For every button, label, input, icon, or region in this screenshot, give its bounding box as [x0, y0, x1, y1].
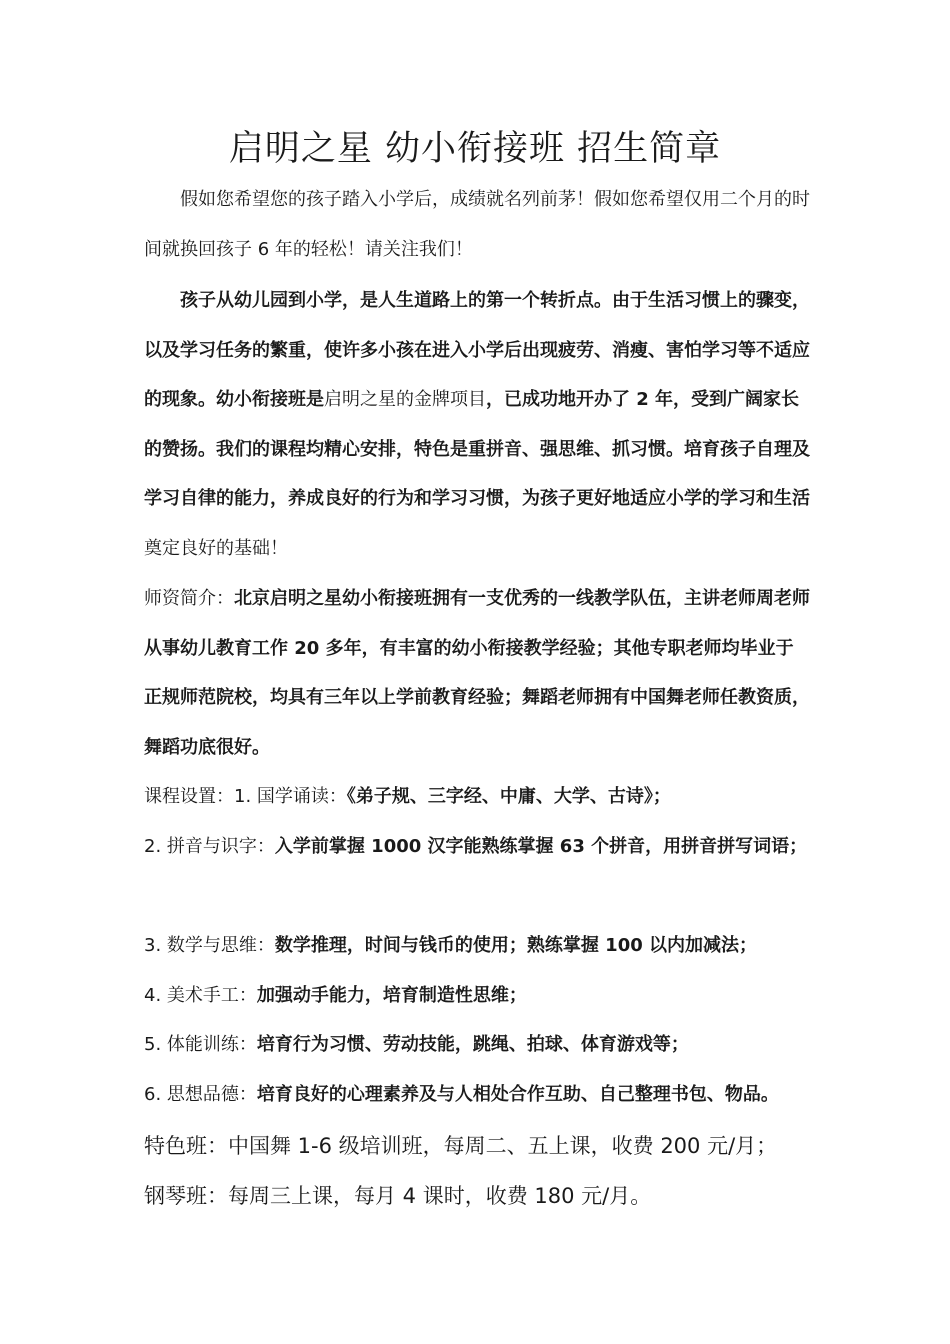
course-label: 5. 体能训练：: [144, 1034, 257, 1055]
course-text: 数学推理，时间与钱币的使用；熟练掌握 100 以内加减法；: [274, 935, 758, 956]
course-label: 3. 数学与思维：: [144, 935, 275, 956]
description-normal-part-2: 奠定良好的基础！: [144, 537, 288, 559]
intro-paragraph: 假如您希望您的孩子踏入小学后，成绩就名列前茅！假如您希望仅用二个月的时间就换回孩子 6 年的轻松！请关注我们！: [144, 189, 810, 260]
course-label: 4. 美术手工：: [144, 985, 257, 1006]
course-item-1: [144, 772, 810, 822]
course-text: 入学前掌握 1000 汉字能熟练掌握 63 个拼音，用拼音拼写词语；: [274, 836, 808, 857]
special-class-piano: 钢琴班：每周三上课，每月 4 课时，收费 180 元/月。: [144, 1184, 652, 1208]
course-text: 《弟子规、三字经、中庸、大学、古诗》；: [346, 786, 671, 807]
document-title: 启明之星 幼小衔接班 招生简章: [228, 129, 722, 169]
course-item-3: [144, 921, 810, 971]
course-item-2: [144, 822, 810, 872]
teacher-intro-text: 北京启明之星幼小衔接班拥有一支优秀的一线教学队伍，主讲老师周老师从事幼儿教育工作 20 多年，有丰富的幼小衔接教学经验；其他专职老师均毕业于正规师范院校，均具有三年以上学前教育经验；舞蹈老师拥有中国舞老师任教资质，舞蹈功底很好。: [144, 588, 810, 758]
course-item-6: [144, 1070, 810, 1120]
description-bold-part-1: 孩子从幼儿园到小学，是人生道路上的第一个转折点。由于生活习惯上的骤变，以及学习任务的繁重，使许多小孩在进入小学后出现疲劳、消瘦、害怕学习等不适应的现象。幼小衔接班是: [144, 290, 810, 410]
description-normal-part-1: 启明之星的金牌项目: [324, 389, 486, 410]
course-label: 6. 思想品德：: [144, 1084, 257, 1105]
course-item-4: [144, 971, 810, 1021]
course-text: 培育良好的心理素养及与人相处合作互助、自己整理书包、物品。: [256, 1084, 779, 1105]
description-bold-part-2: ，已成功地开办了 2 年，受到广阔家长的赞扬。我们的课程均精心安排，特色是重拼音、强思维、抓习惯。培育孩子自理及学习自律的能力，养成良好的行为和学习习惯，为孩子更好地适应小学的学习和生活: [144, 389, 810, 509]
course-text: 加强动手能力，培育制造性思维；: [256, 985, 527, 1006]
program-description-paragraph: [144, 276, 810, 573]
course-label: 2. 拼音与识字：: [144, 836, 275, 857]
teacher-intro-paragraph: [144, 574, 810, 772]
teacher-intro-label: 师资简介：: [144, 588, 234, 609]
course-text: 培育行为习惯、劳动技能，跳绳、拍球、体育游戏等；: [256, 1034, 689, 1055]
course-label: 课程设置：1. 国学诵读：: [144, 786, 347, 807]
course-item-5: [144, 1020, 810, 1070]
special-class-dance: 特色班：中国舞 1-6 级培训班，每周二、五上课，收费 200 元/月；: [144, 1134, 778, 1158]
